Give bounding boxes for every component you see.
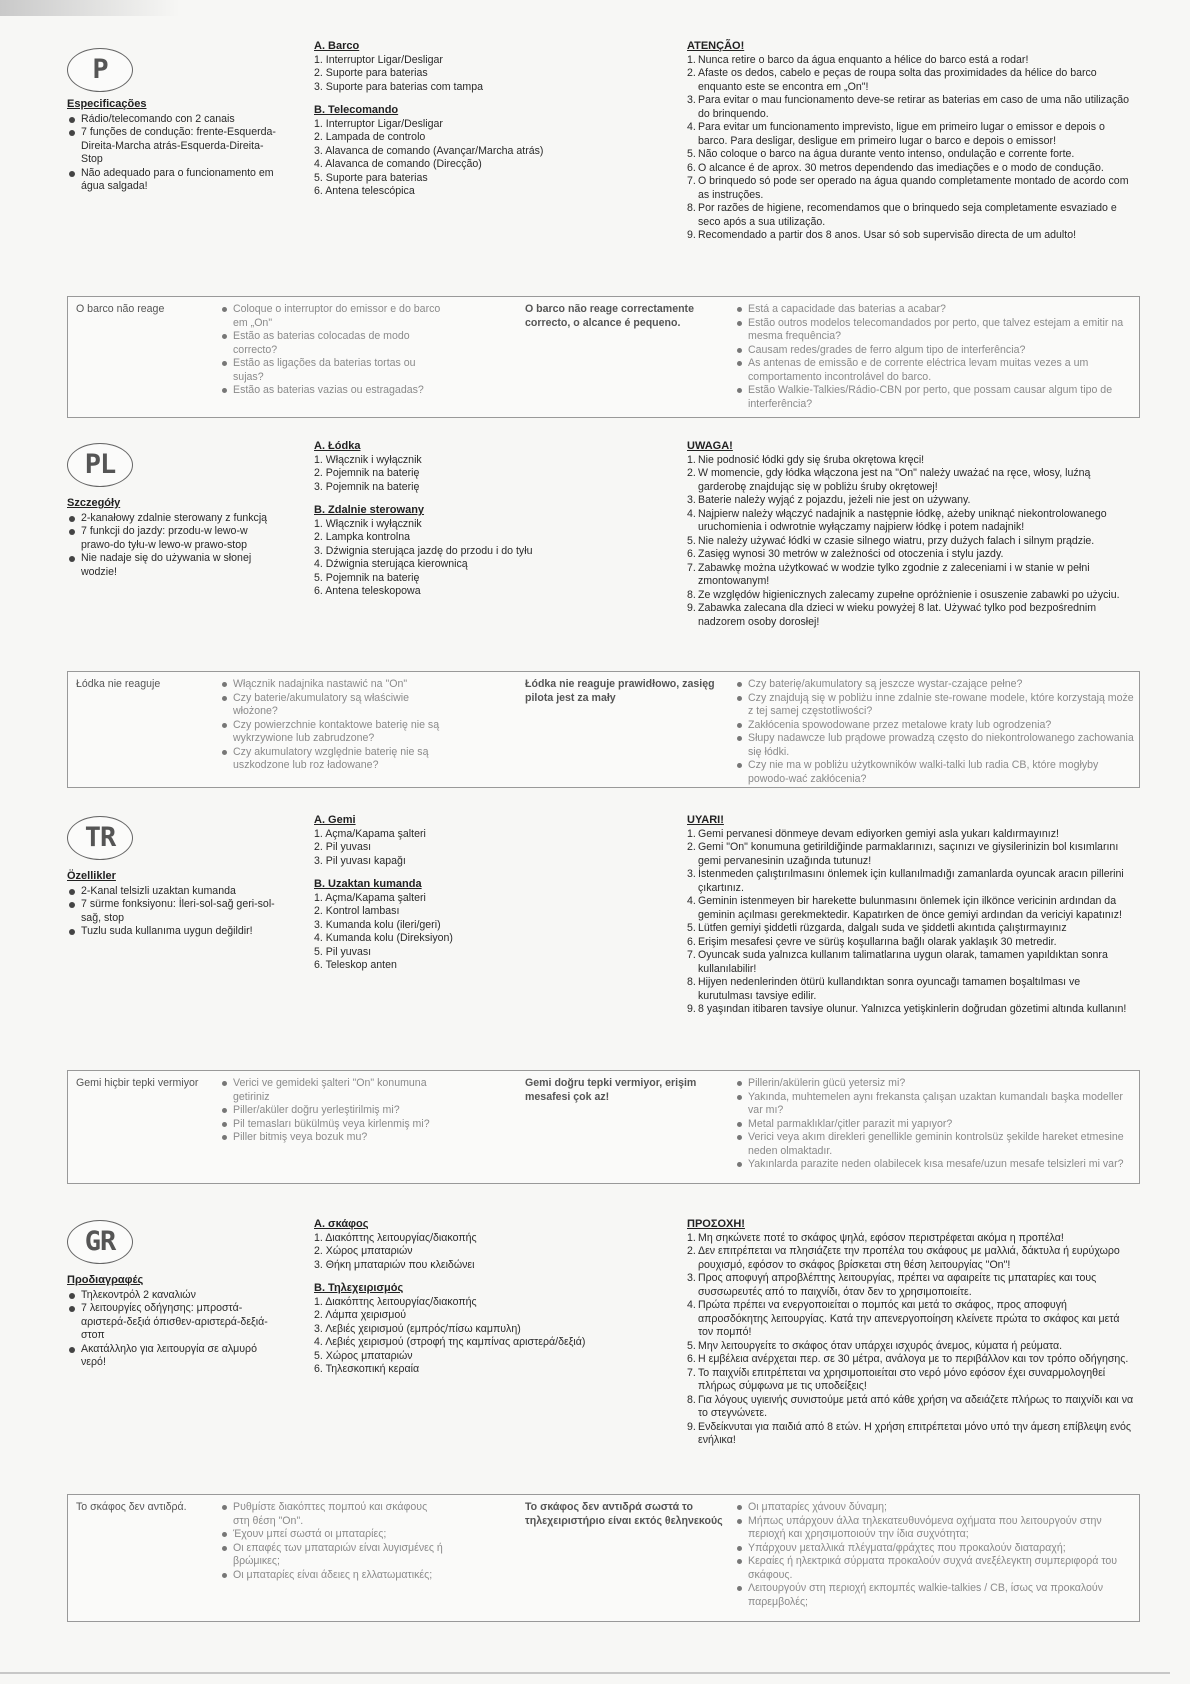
warning-item	[687, 1394, 1137, 1421]
warning-text: Ze względów higienicznych zalecamy zupełne opróżnienie i osuszenie zabawki po użyciu.	[698, 588, 1120, 601]
warning-item	[687, 1340, 1137, 1354]
warning-item	[687, 494, 1137, 508]
part-item: 1. Interruptor Ligar/Desligar	[314, 117, 443, 130]
solution-item: Υπάρχουν μεταλλικά πλέγματα/φράχτες που προκαλούν διαταραχή;	[736, 1542, 1134, 1556]
solution-item: Słupy nadawcze lub prądowe prowadzą często do niekontrolowanego zachowania się łódki.	[736, 732, 1134, 759]
spec-item: 7 sürme fonksiyonu: İleri-sol-sağ geri-sol-sağ, stop	[67, 898, 282, 925]
warning-number: 6.	[687, 548, 696, 560]
solution-item: Pil temasları bükülmüş veya kirlenmiş mi?	[221, 1118, 446, 1132]
specifications-title: Özellikler	[67, 870, 116, 882]
solution-list	[736, 678, 1134, 786]
part-item: 1. Interruptor Ligar/Desligar	[314, 53, 443, 66]
warning-item	[687, 602, 1137, 629]
solution-item: Estão as baterias colocadas de modo correcto?	[221, 330, 446, 357]
warning-text: Lütfen gemiyi şiddetli rüzgarda, dalgalı suda ve şiddetli akıntıda çalıştırmayınız	[698, 922, 1067, 934]
solution-item: Λειτουργούν στη περιοχή εκπομπές walkie-talkies / CB, ίσως να προκαλούν παρεμβολές;	[736, 1582, 1134, 1609]
warning-item	[687, 454, 1137, 468]
spec-item: Tuzlu suda kullanıma uygun değildir!	[67, 925, 282, 939]
spec-item: Nie nadaje się do używania w słonej wodzie!	[67, 552, 282, 579]
part-item: 1. Açma/Kapama şalteri	[314, 891, 426, 904]
part-item: 5. Suporte para baterias	[314, 171, 428, 184]
specifications	[67, 870, 282, 939]
parts-list	[314, 814, 614, 983]
warning-number: 4.	[687, 507, 696, 520]
part-item: 6. Antena telescópica	[314, 185, 415, 197]
language-badge-p: P	[67, 48, 133, 92]
problem-label: Gemi doğru tepki vermiyor, erişim mesafesi çok az!	[525, 1077, 697, 1103]
warning-text: Μην λειτουργείτε το σκάφος όταν υπάρχει ισχυρός άνεμος, κύματα ή ρεύματα.	[698, 1339, 1063, 1352]
parts-list	[314, 440, 614, 609]
warnings	[687, 40, 1137, 243]
warning-item	[687, 67, 1137, 94]
warning-text: Nie należy używać łódki w czasie silnego wiatru, przy dużych falach i silnym prądzie.	[698, 534, 1095, 547]
warning-number: 3.	[687, 1272, 696, 1284]
warning-item	[687, 1232, 1137, 1246]
solution-item: Czy akumulatory względnie baterię nie są uszkodzone lub roz ładowane?	[221, 746, 446, 773]
solution-item: Estão outros modelos telecomandados por perto, que talvez estejam a emitir na mesma frequência?	[736, 317, 1134, 344]
parts-list	[314, 1218, 614, 1387]
scan-edge-shadow	[0, 0, 180, 16]
specifications	[67, 497, 282, 579]
warning-item	[687, 229, 1137, 243]
warning-text: Για λόγους υγιεινής συνιστούμε μετά από κάθε χρήση να αδειάζετε πλήρως το παιχνίδι και να το στεγνώνετε.	[698, 1393, 1134, 1419]
solution-item: Está a capacidade das baterias a acabar?	[736, 303, 1134, 317]
warning-text: İstenmeden çalıştırılmasını önlemek için kullanılmadığı zamanlarda oyuncak aracın pillerini çıkartınız.	[698, 868, 1124, 894]
warning-item	[687, 94, 1137, 121]
language-badge-pl: PL	[67, 443, 133, 487]
solution-item: Yakında, muhtemelen aynı frekansta çalışan uzaktan kumandalı başka modeller var mı?	[736, 1091, 1134, 1118]
warning-number: 2.	[687, 1245, 696, 1257]
solution-item: Οι επαφές των μπαταριών είναι λυγισμένες ή βρώμικες;	[221, 1542, 446, 1569]
warning-number: 9.	[687, 1003, 696, 1015]
part-item: 4. Λεβιές χειρισμού (στροφή της καμπίνας αριστερά/δεξιά)	[314, 1336, 586, 1348]
parts-list	[314, 40, 614, 209]
part-item: 4. Alavanca de comando (Direcção)	[314, 158, 482, 170]
warning-number: 3.	[687, 494, 696, 506]
language-badge-tr: TR	[67, 816, 133, 860]
warning-item	[687, 121, 1137, 148]
warning-text: Nunca retire o barco da água enquanto a hélice do barco está a rodar!	[698, 53, 1029, 66]
warning-item	[687, 202, 1137, 229]
specifications-title: Szczegóły	[67, 497, 121, 509]
warning-number: 1.	[687, 827, 696, 840]
part-item: 1. Włącznik i wyłącznik	[314, 453, 422, 466]
warning-number: 7.	[687, 949, 696, 961]
part-item: 3. Alavanca de comando (Avançar/Marcha atrás)	[314, 144, 544, 157]
spec-item: 2-kanałowy zdalnie sterowany z funkcją	[67, 512, 282, 526]
part-item: 4. Dźwignia sterująca kierownicą	[314, 558, 468, 570]
specifications	[67, 1274, 282, 1370]
solution-item: Μήπως υπάρχουν άλλα τηλεκατευθυνόμενα οχήματα που λειτουργούν στην περιοχή και χρησιμοποιούν την ίδια συχνότητα;	[736, 1515, 1134, 1542]
warning-text: Baterie należy wyjąć z pojazdu, jeżeli nie jest on używany.	[698, 494, 971, 506]
part-item: 3. Pojemnik na baterię	[314, 480, 420, 493]
problem-label: O barco não reage	[76, 303, 165, 315]
warning-number: 1.	[687, 53, 696, 66]
solution-item: Estão Walkie-Talkies/Rádio-CBN por perto, que possam causar algum tipo de interferência?	[736, 384, 1134, 411]
part-item: 6. Antena teleskopowa	[314, 585, 421, 597]
warning-number: 5.	[687, 922, 696, 934]
solution-list	[221, 1501, 446, 1582]
part-item: 3. Kumanda kolu (ileri/geri)	[314, 918, 441, 931]
part-item: 2. Λάμπα χειρισμού	[314, 1309, 407, 1321]
warning-number: 5.	[687, 534, 696, 547]
warning-text: Geminin istenmeyen bir harekette bulunmasını önlemek için ilkönce vericinin ardından da geminin açılması gerekmektedir. Kapatırken de önce gemiyi ardından da vericiyi kapatınız!	[698, 895, 1122, 921]
part-item: 6. Τηλεσκοπική κεραία	[314, 1363, 420, 1375]
warning-text: Προς αποφυγή απροβλέπτης λειτουργίας, πρέπει να αφαιρείτε τις μπαταρίες και τους συσσωρευτές από το παιχνίδι, όταν δεν το χρησιμοποιείτε.	[698, 1272, 1097, 1298]
warning-text: W momencie, gdy łódka włączona jest na "On" należy uważać na ręce, włosy, luźną garderobę znajdując się w pobliżu śruby okrętowej!	[698, 467, 1091, 493]
part-item: 2. Suporte para baterias	[314, 67, 428, 79]
part-b-title: B. Zdalnie sterowany	[314, 504, 425, 516]
part-item: 3. Dźwignia sterująca jazdę do przodu i do tyłu	[314, 544, 533, 557]
solution-item: Οι μπαταρίες είναι άδειες η ελλατωματικές;	[221, 1569, 446, 1583]
warning-item	[687, 589, 1137, 603]
solution-list	[736, 303, 1134, 411]
spec-item: 2-Kanal telsizli uzaktan kumanda	[67, 885, 282, 899]
language-badge-gr: GR	[67, 1220, 133, 1264]
warning-item	[687, 1245, 1137, 1272]
solution-item: Verici veya akım direkleri genellikle geminin kontrolsüz şekilde hareket etmesine neden olmaktadır.	[736, 1131, 1134, 1158]
warnings	[687, 1218, 1137, 1448]
warning-text: O alcance é de aprox. 30 metros dependendo das imediações e o modo de condução.	[698, 161, 1104, 174]
spec-item: Rádio/telecomando con 2 canais	[67, 113, 282, 127]
warning-text: Para evitar o mau funcionamento deve-se retirar as baterias em caso de uma não utilização do brinquendo.	[698, 94, 1130, 120]
warning-text: Não coloque o barco na água durante vento intenso, ondulação e corrente forte.	[698, 148, 1075, 160]
solution-item: Czy powierzchnie kontaktowe baterię nie są wykrzywione lub zabrudzone?	[221, 719, 446, 746]
warning-number: 6.	[687, 1353, 696, 1365]
warning-text: Oyuncak suda yalnızca kullanım talimatlarına uygun olarak, tamamen yapıldıktan sonra kullanılabilir!	[698, 949, 1108, 975]
solution-item: Włącznik nadajnika nastawić na "On"	[221, 678, 446, 692]
warning-number: 7.	[687, 561, 696, 574]
warning-text: Hijyen nedenlerinden ötürü kullandıktan sonra oyuncağı tamamen boşaltılması ve kurutulması tavsiye edilir.	[698, 976, 1081, 1002]
warning-item	[687, 54, 1137, 68]
solution-list	[221, 1077, 446, 1145]
warning-text: Πρώτα πρέπει να ενεργοποιείται ο πομπός και μετά το σκάφος, προς αποφυγή απροσδόκητης λειτουργίας. Κατά την απενεργοποίηση κλείνετε πρώτα το σκάφος και μετά τον πομπό!	[698, 1299, 1120, 1338]
warning-item	[687, 1299, 1137, 1340]
part-item: 2. Kontrol lambası	[314, 905, 400, 917]
solution-list	[221, 678, 446, 773]
warning-item	[687, 841, 1137, 868]
warning-title: ΠΡΟΣΟΧΗ!	[687, 1218, 745, 1230]
scan-bottom-edge	[0, 1672, 1170, 1674]
warning-item	[687, 828, 1137, 842]
warning-item	[687, 922, 1137, 936]
solution-item: Yakınlarda parazite neden olabilecek kısa mesafe/uzun mesafe telsizleri mi var?	[736, 1158, 1134, 1172]
warning-text: Η εμβέλεια ανέρχεται περ. σε 30 μέτρα, ανάλογα με το περιβάλλον και τον τρόπο οδήγησης.	[698, 1353, 1129, 1365]
warning-text: O brinquedo só pode ser operado na água quando completamente montado de acordo com as instruções.	[698, 175, 1129, 201]
warning-number: 6.	[687, 935, 696, 948]
warning-item	[687, 895, 1137, 922]
warning-text: Το παιχνίδι επιτρέπεται να χρησιμοποιείται στο νερό μόνο εφόσον έχει συναρμολογηθεί πλήρως σύμφωνα με τις υποδείξεις!	[698, 1366, 1106, 1392]
warning-item	[687, 562, 1137, 589]
warning-item	[687, 548, 1137, 562]
warning-item	[687, 976, 1137, 1003]
warning-text: Erişim mesafesi çevre ve sürüş koşullarına bağlı olarak yaklaşık 30 metredir.	[698, 935, 1057, 948]
part-item: 2. Lampka kontrolna	[314, 531, 410, 543]
warning-item	[687, 1272, 1137, 1299]
specifications-title: Προδιαγραφές	[67, 1274, 144, 1286]
warning-number: 7.	[687, 1366, 696, 1379]
warning-item	[687, 868, 1137, 895]
part-a-title: A. Gemi	[314, 814, 356, 826]
warning-text: 8 yaşından itibaren tavsiye olunur. Yalnızca yetişkinlerin doğrudan gözetimi altında kullanın!	[698, 1003, 1127, 1015]
warning-item	[687, 1353, 1137, 1367]
part-item: 5. Pil yuvası	[314, 945, 372, 958]
warning-item	[687, 1367, 1137, 1394]
problem-label: Το σκάφος δεν αντιδρά σωστά το τηλεχειριστήριο είναι εκτός θεληνεκούς	[525, 1501, 723, 1527]
warning-title: UWAGA!	[687, 440, 733, 452]
troubleshooting-box	[67, 671, 1140, 788]
warning-text: Gemi "On" konumuna getirildiğinde parmaklarınızı, saçınızı ve giysilerinizin bol kısımlarını gemi pervanesinin uzağında tutunuz!	[698, 841, 1119, 867]
warning-item	[687, 1421, 1137, 1448]
part-item: 3. Suporte para baterias com tampa	[314, 80, 484, 93]
part-a-title: A. Łódka	[314, 440, 361, 452]
solution-list	[221, 303, 446, 398]
warnings	[687, 440, 1137, 629]
part-item: 5. Χώρος μπαταριών	[314, 1349, 413, 1362]
warning-text: Μη σηκώνετε ποτέ το σκάφος ψηλά, εφόσον περιστρέφεται ακόμα η προπέλα!	[698, 1231, 1064, 1244]
warning-item	[687, 936, 1137, 950]
warning-number: 9.	[687, 602, 696, 614]
troubleshooting-box	[67, 296, 1140, 418]
warning-text: Para evitar um funcionamento imprevisto, ligue em primeiro lugar o emissor e depois o barco. Para desligar, desligue em primeiro lugar o barco e depois o emissor!	[698, 121, 1105, 147]
part-a-title: A. Barco	[314, 40, 360, 52]
solution-item: Piller bitmiş veya bozuk mu?	[221, 1131, 446, 1145]
warning-number: 5.	[687, 148, 696, 160]
part-item: 6. Teleskop anten	[314, 959, 397, 971]
solution-item: Czy baterię/akumulatory są jeszcze wystar-czające pełne?	[736, 678, 1134, 692]
warning-number: 8.	[687, 1393, 696, 1406]
warning-title: UYARI!	[687, 814, 724, 826]
solution-item: Estão as baterias vazias ou estragadas?	[221, 384, 446, 398]
part-item: 2. Pojemnik na baterię	[314, 467, 420, 479]
solution-item: Causam redes/grades de ferro algum tipo de interferência?	[736, 344, 1134, 358]
warning-number: 9.	[687, 229, 696, 241]
solution-item: Czy nie ma w pobliżu użytkowników walki-talki lub radia CB, które mogłyby powodo-wać zakłócenia?	[736, 759, 1134, 786]
solution-list	[736, 1501, 1134, 1609]
part-b-title: B. Τηλεχειρισμός	[314, 1282, 404, 1294]
part-b-title: B. Telecomando	[314, 104, 399, 116]
solution-item: Έχουν μπεί σωστά οι μπαταρίες;	[221, 1528, 446, 1542]
warning-text: Afaste os dedos, cabelo e peças de roupa solta das proximidades da hélice do barco enquanto este se encontra em „On"!	[698, 67, 1097, 93]
part-item: 2. Χώρος μπαταριών	[314, 1245, 413, 1257]
problem-label: Łódka nie reaguje	[76, 678, 161, 690]
warning-text: Zabawkę można użytkować w wodzie tylko zgodnie z zaleceniami i w stanie w pełni zmontowanym!	[698, 561, 1090, 587]
part-item: 4. Kumanda kolu (Direksiyon)	[314, 932, 453, 944]
spec-item: Não adequado para o funcionamento em água salgada!	[67, 167, 282, 194]
warning-number: 4.	[687, 121, 696, 133]
part-item: 3. Θήκη μπαταριών που κλειδώνει	[314, 1258, 475, 1271]
part-item: 1. Διακόπτης λειτουργίας/διακοπής	[314, 1231, 477, 1244]
solution-item: Ρυθμίστε διακόπτες πομπού και σκάφους στη θέση "On".	[221, 1501, 446, 1528]
warning-number: 3.	[687, 94, 696, 106]
spec-item: 7 λειτουργίες οδήγησης: μπροστά-αριστερά-δεξιά όπισθεν-αριστερά-δεξιά-στοπ	[67, 1302, 282, 1343]
warning-number: 3.	[687, 868, 696, 880]
warning-item	[687, 508, 1137, 535]
warning-text: Najpierw należy włączyć nadajnik a następnie łódkę, ażeby uniknąć niekontrolowanego uruchomienia i odwrotnie wyłączamy najpierw łódkę i potem nadajnik!	[698, 507, 1107, 533]
warning-number: 4.	[687, 1299, 696, 1311]
warning-number: 7.	[687, 175, 696, 187]
warning-title: ATENÇÃO!	[687, 40, 745, 52]
problem-label: O barco não reage correctamente correcto, o alcance é pequeno.	[525, 303, 694, 329]
warning-item	[687, 467, 1137, 494]
warning-number: 2.	[687, 841, 696, 853]
part-item: 5. Pojemnik na baterię	[314, 571, 420, 584]
solution-item: Zakłócenia spowodowane przez metalowe kraty lub ogrodzenia?	[736, 719, 1134, 733]
part-a-title: A. σκάφος	[314, 1218, 369, 1230]
warning-item	[687, 175, 1137, 202]
warning-text: Ενδείκνυται για παιδιά από 8 ετών. Η χρήση επιτρέπεται μόνο υπό την άμεση επίβλεψη ενός ενήλικα!	[698, 1420, 1132, 1446]
solution-item: Verici ve gemideki şalteri "On" konumuna getiriniz	[221, 1077, 446, 1104]
solution-item: Czy znajdują się w pobliżu inne zdalnie ste-rowane modele, które korzystają może z tej samej częstotliwości?	[736, 692, 1134, 719]
part-item: 2. Lampada de controlo	[314, 131, 426, 143]
warning-item	[687, 1003, 1137, 1017]
specifications-title: Especificações	[67, 98, 147, 110]
warning-text: Zasięg wynosi 30 metrów w zależności od otoczenia i stylu jazdy.	[698, 548, 1004, 560]
problem-label: Το σκάφος δεν αντιδρά.	[76, 1501, 187, 1513]
warning-text: Por razões de higiene, recomendamos que o brinquedo seja completamente esvaziado e seco após a sua utilização.	[698, 202, 1117, 228]
spec-item: 7 funções de condução: frente-Esquerda-Direita-Marcha atrás-Esquerda-Direita-Stop	[67, 126, 282, 167]
troubleshooting-box	[67, 1494, 1140, 1622]
troubleshooting-box	[67, 1070, 1140, 1184]
warning-item	[687, 148, 1137, 162]
warning-number: 4.	[687, 895, 696, 907]
spec-item: Τηλεκοντρόλ 2 καναλιών	[67, 1289, 282, 1303]
warning-number: 2.	[687, 67, 696, 79]
warning-number: 8.	[687, 202, 696, 214]
part-b-title: B. Uzaktan kumanda	[314, 878, 422, 890]
warning-item	[687, 949, 1137, 976]
warning-number: 8.	[687, 588, 696, 601]
solution-item: Metal parmaklıklar/çitler parazit mi yapıyor?	[736, 1118, 1134, 1132]
warning-number: 6.	[687, 161, 696, 174]
part-item: 1. Açma/Kapama şalteri	[314, 827, 426, 840]
solution-item: Piller/aküler doğru yerleştirilmiş mi?	[221, 1104, 446, 1118]
solution-item: As antenas de emissão e de corrente eléctrica levam muitas vezes a um comportamento incontrolável do barco.	[736, 357, 1134, 384]
specifications	[67, 98, 282, 194]
part-item: 1. Włącznik i wyłącznik	[314, 517, 422, 530]
solution-item: Coloque o interruptor do emissor e do barco em „On"	[221, 303, 446, 330]
solution-item: Οι μπαταρίες χάνουν δύναμη;	[736, 1501, 1134, 1515]
warning-number: 9.	[687, 1420, 696, 1433]
warning-item	[687, 162, 1137, 176]
warning-number: 5.	[687, 1339, 696, 1352]
spec-item: Ακατάλληλο για λειτουργία σε αλμυρό νερό!	[67, 1343, 282, 1370]
warning-text: Gemi pervanesi dönmeye devam ediyorken gemiyi asla yukarı kaldırmayınız!	[698, 827, 1059, 840]
warning-number: 8.	[687, 976, 696, 988]
solution-list	[736, 1077, 1134, 1172]
warning-text: Δεν επιτρέπεται να πλησιάζετε την προπέλα του σκάφους με μαλλιά, δάκτυλα ή ευρύχωρο ρουχισμό, εφόσον το σκάφος βρίσκεται στη θέση λειτουργίας "On"!	[698, 1245, 1120, 1271]
solution-item: Pillerin/akülerin gücü yetersiz mi?	[736, 1077, 1134, 1091]
warning-number: 2.	[687, 467, 696, 479]
warning-text: Nie podnosić łódki gdy się śruba okrętowa kręci!	[698, 453, 925, 466]
spec-item: 7 funkcji do jazdy: przodu-w lewo-w prawo-do tyłu-w lewo-w prawo-stop	[67, 525, 282, 552]
warnings	[687, 814, 1137, 1017]
solution-item: Estão as ligações da baterias tortas ou sujas?	[221, 357, 446, 384]
warning-number: 1.	[687, 453, 696, 466]
part-item: 3. Λεβιές χειρισμού (εμπρός/πίσω καμπυλη)	[314, 1322, 521, 1335]
warning-text: Recomendado a partir dos 8 anos. Usar só sob supervisão directa de um adulto!	[698, 229, 1077, 241]
solution-item: Czy baterie/akumulatory są właściwie włożone?	[221, 692, 446, 719]
problem-label: Łódka nie reaguje prawidłowo, zasięg pilota jest za mały	[525, 678, 715, 704]
solution-item: Κεραίες ή ηλεκτρικά σύρματα προκαλούν συχνά ανεξέλεγκτη συμπεριφορά του σκάφους.	[736, 1555, 1134, 1582]
part-item: 1. Διακόπτης λειτουργίας/διακοπής	[314, 1295, 477, 1308]
problem-label: Gemi hiçbir tepki vermiyor	[76, 1077, 199, 1089]
warning-text: Zabawka zalecana dla dzieci w wieku powyżej 8 lat. Używać tylko pod bezpośrednim nadzorem osoby dorosłej!	[698, 602, 1097, 628]
warning-number: 1.	[687, 1231, 696, 1244]
part-item: 2. Pil yuvası	[314, 841, 372, 853]
part-item: 3. Pil yuvası kapağı	[314, 854, 406, 867]
warning-item	[687, 535, 1137, 549]
